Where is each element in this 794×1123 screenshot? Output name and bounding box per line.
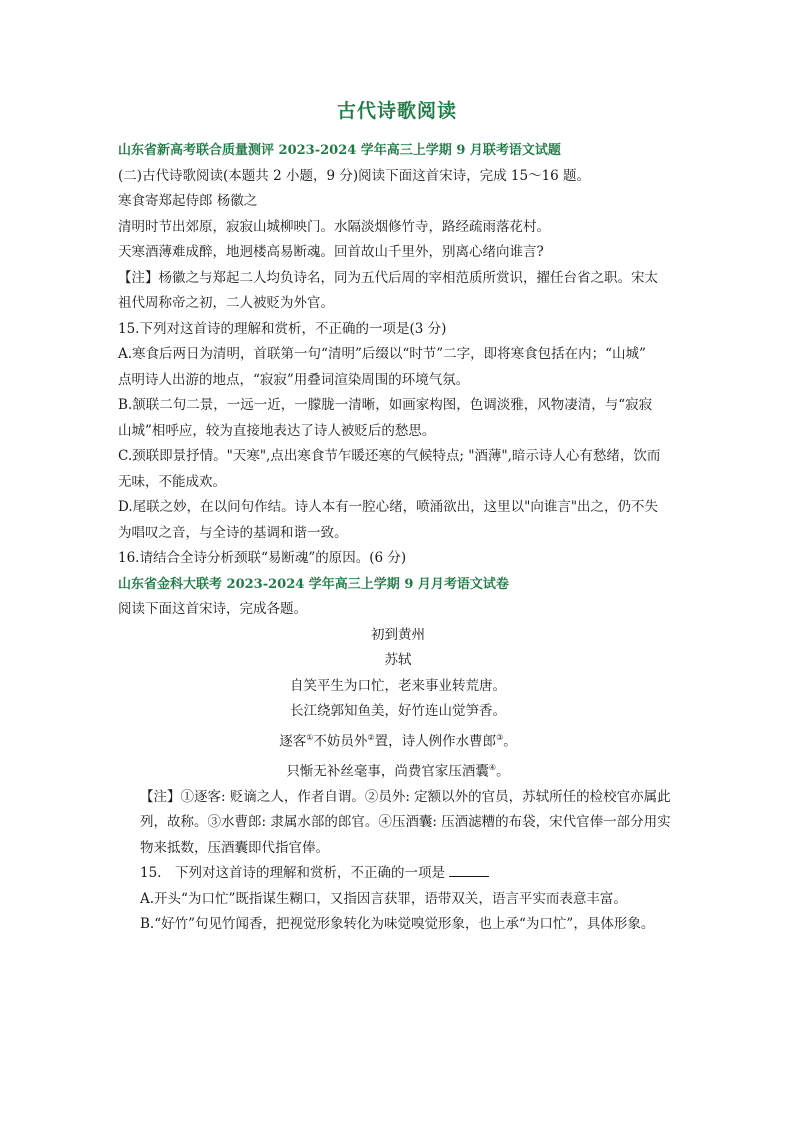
- note-line-2: 祖代周称帝之初，二人被贬为外官。: [118, 295, 334, 311]
- footnote-mark-4: ④: [488, 762, 497, 772]
- option-b-line-1: B.颔联二句二景，一远一近，一朦胧一清晰，如画家构图，色调淡雅，风物凄清，与“寂寂: [118, 397, 653, 413]
- poem-author-2: 苏轼: [384, 652, 412, 668]
- poem2-line-4: [118, 755, 678, 785]
- option-a-second: A.开头“为口忙”既指谋生糊口，又指因言获罪，语带双关，语言平实而表意丰富。: [140, 890, 627, 907]
- question-15: 15.下列对这首诗的理解和赏析，不正确的一项是(3 分): [118, 320, 447, 337]
- note-line-1: 【注】杨徽之与郑起二人均负诗名，同为五代后周的宰相范质所赏识，擢任台省之职。宋太: [118, 269, 658, 286]
- source-heading-1: 山东省新高考联合质量测评 2023-2024 学年高三上学期 9 月联考语文试题: [118, 143, 561, 158]
- poem2-line-1: 自笑平生为口忙，老来事业转荒唐。: [290, 677, 506, 694]
- poem2-line-4-part-b: 。: [496, 763, 510, 779]
- option-c-line-2: 无味，不能成欢。: [118, 473, 226, 490]
- question-15-second-text: 15. 下列对这首诗的理解和赏析，不正确的一项是: [140, 865, 445, 881]
- option-b-second: B.“好竹”句见竹闻香，把视觉形象转化为味觉嗅觉形象，也上承“为口忙”，具体形象。: [140, 916, 655, 932]
- footnote-mark-1: ①: [306, 732, 314, 742]
- poem2-line-3-part-c: 置，诗人例作水曹郎: [374, 733, 497, 749]
- poem2-notes: 【注】①逐客: 贬谪之人，作者自谓。②员外: 定额以外的官员，苏轼所任的检校官亦属此列，故称。③水曹郎: 隶属水部的郎官。④压酒囊: 压酒滤糟的布袋，宋代官俸一部分用实物来抵数，压酒囊即代指官俸。: [140, 788, 671, 856]
- page-title: 古代诗歌阅读: [336, 100, 457, 122]
- instructions-1: (二)古代诗歌阅读(本题共 2 小题，9 分)阅读下面这首宋诗，完成 15～16 题。: [118, 167, 591, 184]
- instructions-2: 阅读下面这首宋诗，完成各题。: [118, 601, 307, 617]
- poem-title-2: 初到黄州: [371, 626, 425, 643]
- option-d-line-2: 为唱叹之音，与全诗的基调和谐一致。: [118, 524, 348, 541]
- answer-blank[interactable]: [449, 864, 489, 877]
- poem-line-1: 清明时节出郊原，寂寂山城柳映门。水隔淡烟修竹寺，路经疏雨落花村。: [118, 218, 550, 235]
- footnote-mark-3: ③: [496, 732, 504, 742]
- footnote-mark-2: ②: [367, 732, 375, 742]
- option-a-line-1: A.寒食后两日为清明，首联第一句“清明”后缀以“时节”二字，即将寒食包括在内；“山城”: [118, 346, 646, 362]
- poem2-line-2: 长江绕郭知鱼美，好竹连山觉笋香。: [290, 703, 506, 719]
- poem2-line-3: [118, 725, 678, 755]
- poem2-line-4-part-a: 只惭无补丝毫事，尚费官家压酒囊: [286, 763, 489, 779]
- poem-line-2: 天寒酒薄难成醉，地迥楼高易断魂。回首故山千里外，别离心绪向谁言?: [118, 244, 544, 260]
- poem2-line-3-part-d: 。: [503, 733, 517, 749]
- document-body: [118, 138, 678, 938]
- option-b-line-2: 山城”相呼应，较为直接地表达了诗人被贬后的愁思。: [118, 422, 436, 439]
- poem2-line-3-part-a: 逐客: [279, 733, 307, 749]
- source-heading-2: 山东省金科大联考 2023-2024 学年高三上学期 9 月月考语文试卷: [118, 576, 509, 592]
- option-c-line-1: C.颈联即景抒情。"天寒",点出寒食节乍暖还寒的气候特点; "酒薄",暗示诗人心有愁绪，饮而: [118, 448, 661, 464]
- option-d-line-1: D.尾联之妙，在以问句作结。诗人本有一腔心绪，喷涌欲出，这里以"向谁言"出之，仍不失: [118, 499, 659, 515]
- poem-title-1: 寒食寄郑起侍郎 杨徽之: [118, 193, 258, 209]
- question-16: 16.请结合全诗分析颈联“易断魂”的原因。(6 分): [118, 550, 407, 566]
- poem2-line-3-part-b: 不妨员外: [313, 733, 368, 749]
- option-a-line-2: 点明诗人出游的地点，“寂寂”用叠词渲染周围的环境气氛。: [118, 371, 470, 388]
- question-15-second: [118, 861, 678, 887]
